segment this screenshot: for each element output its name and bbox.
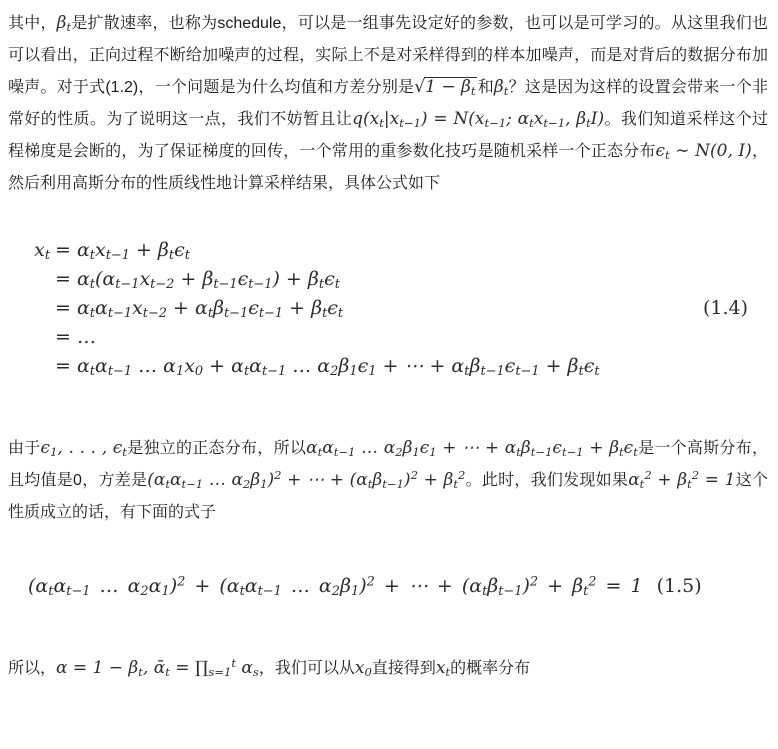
- inline-math: $\beta_t$: [493, 77, 509, 98]
- equation-rhs: = $\alpha_t(\alpha_{t-1}x_{t-2} + \beta_{t-1}\epsilon_{t-1}) + \beta_t\epsilon_t$: [55, 268, 340, 293]
- equation-block-1-5: [8, 574, 768, 600]
- equation-lhs: $x_t$: [34, 239, 50, 264]
- inline-math: $\epsilon_t$ ∼ N(0, I): [655, 141, 752, 162]
- text-run: 。我们知道采样这个过程梯度是会断的，为了保证梯度的回传，一个常用的重参数化技巧是随机采样一个正态分布: [8, 111, 768, 160]
- equation-row: [24, 236, 748, 265]
- equation-rhs: = $\alpha_t\alpha_{t-1}x_{t-2} + \alpha_t\beta_{t-1}\epsilon_{t-1} + \beta_t\epsilon_t$: [55, 297, 344, 322]
- text-run: ，然后利用高斯分布的性质线性地计算采样结果，具体公式如下: [8, 143, 768, 192]
- text-run: 其中，: [8, 15, 57, 32]
- text-run: 所以，: [8, 660, 57, 677]
- text-run: 是独立的正态分布，所以: [126, 440, 307, 457]
- paragraph-schedule-intro: [8, 8, 768, 200]
- text-run: 的概率分布: [450, 660, 531, 677]
- inline-math: $x_0$: [354, 658, 372, 679]
- equation-number: (1.5): [656, 575, 702, 597]
- paragraph-gaussian-variance: [8, 433, 768, 529]
- text-run: 是一个高斯分布，且均值是0，方差是: [8, 440, 768, 489]
- equation-rhs: = …: [55, 326, 96, 348]
- text-run: ？这是因为这样的设置会带来一个非常好的性质。为了说明这一点，我们不妨暂且让: [8, 79, 768, 128]
- text-run: 和: [477, 79, 494, 96]
- sqrt-radical: $√1 - \beta_t$: [414, 77, 476, 98]
- inline-math: ($\alpha_t\alpha_{t-1}$ … $\alpha_2\beta_1)^2$ + ⋯ + $(\alpha_t\beta_{t-1})^2 + \beta_t^2$: [147, 468, 466, 491]
- inline-math: $q(x_t|x_{t-1}) = N(x_{t-1}$; $\alpha_tx_{t-1}$, $\beta_tI$): [352, 109, 605, 130]
- inline-math: [414, 77, 477, 97]
- inline-math: $\alpha_t\alpha_{t-1}$ … $\alpha_2\beta_1\epsilon_1$ + ⋯ + $\alpha_t\beta_{t-1}\epsilon_{t-1} + \beta_t\epsilon_t$: [306, 438, 638, 459]
- text-run: 是扩散速率，也称为schedule，可以是一组事先设定好的参数，也可以是可学习的。从这里我们也可以看出，正向过程不断给加噪声的过程，实际上不是对采样得到的样本加噪声，而是对背后的数据分布加噪声。对于式(1.2)，一个问题是为什么均值和方差分别是: [8, 15, 768, 96]
- text-run: 这个性质成立的话，有下面的式子: [8, 472, 768, 521]
- display-math: ($\alpha_t\alpha_{t-1}$ … $\alpha_2\alpha_1)^2 + (\alpha_t\alpha_{t-1}$ … $\alpha_2\beta_1)^2$ + ⋯ + $(\alpha_t\beta_{t-1})^2 + \beta_t^2 = 1$: [28, 574, 643, 600]
- equation-number: (1.4): [702, 297, 748, 319]
- equation-row: [24, 294, 748, 323]
- inline-math: $\alpha = 1 - \beta_t$, ᾱ$_t$ = $\prod_{s=1}^t$ $\alpha_s$: [56, 656, 259, 679]
- paragraph-conclusion: [8, 653, 768, 685]
- inline-math: $x_t$: [435, 658, 451, 679]
- equation-rhs: = $\alpha_tx_{t-1} + \beta_t\epsilon_t$: [55, 239, 190, 264]
- inline-math: $\beta_t$: [56, 13, 72, 34]
- text-run: 。此时，我们发现如果: [465, 472, 629, 489]
- equation-row: [24, 352, 748, 381]
- text-run: 直接得到: [371, 660, 436, 677]
- equation-block-1-4: [8, 236, 768, 381]
- equation-row: [24, 323, 748, 352]
- equation-rhs: = $\alpha_t\alpha_{t-1}$ … $\alpha_1x_0 + \alpha_t\alpha_{t-1}$ … $\alpha_2\beta_1\epsilon_1$ + ⋯ + $\alpha_t\beta_{t-1}\epsilon_{t-1} + \beta_t\epsilon_t$: [55, 355, 600, 380]
- equation-row: [24, 265, 748, 294]
- text-run: 由于: [8, 440, 41, 457]
- text-run: ，我们可以从: [258, 660, 355, 677]
- inline-math: $\epsilon_1$, . . . , $\epsilon_t$: [40, 438, 127, 459]
- inline-math: $\alpha_t^2 + \beta_t^2 = 1$: [628, 468, 736, 491]
